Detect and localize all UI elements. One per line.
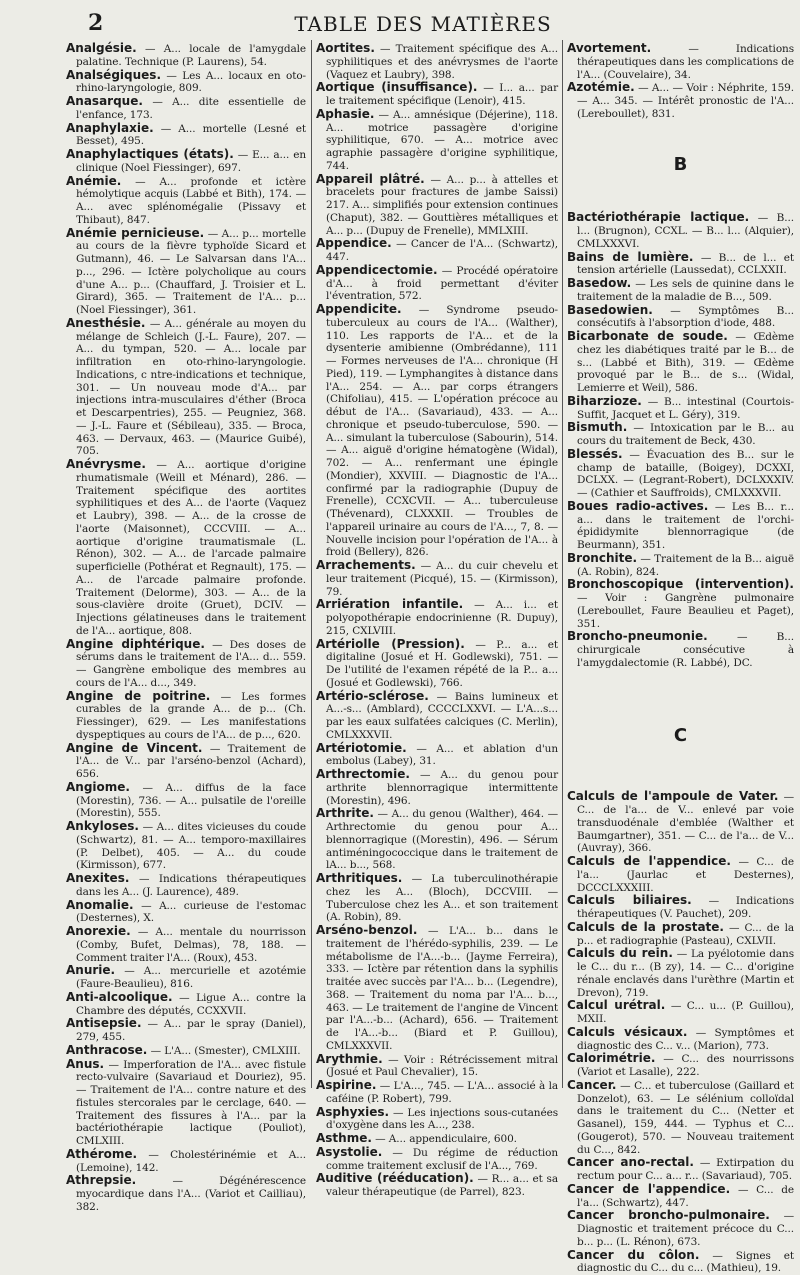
index-entry (316, 1106, 558, 1133)
index-entry (66, 1148, 306, 1175)
index-entry-text: — C... et tuberculose (Gaillard et Donzelot), 63. — Le sélénium colloïdal dans le traitement du C... (Netter et Gasanel), 159, 444. — Typhus et C... (Gougerot), 570. — Nouveau traitement du C..., 842. (577, 1080, 794, 1156)
index-entry (567, 578, 794, 630)
index-entry-text: — Du régime de réduction comme traitement exclusif de l'A..., 769. (326, 1147, 558, 1172)
index-entry (66, 1044, 306, 1058)
index-entry (567, 1079, 794, 1157)
index-entry-text: — A... p... mortelle au cours de la fièvre typhoïde Sicard et Gutmann), 46. — Le Salvarsan dans l'A... p..., 296. — Ictère polycholique au cours d'une A... p... (Chauffard, J. Troisier et L. Girard), 365. — Traitement de l'A... p... (Noel Fiessinger), 361. (76, 228, 306, 317)
index-entry-text: — B... l... (Brugnon), CCXL. — B... l... (Alquier), CMLXXXVI. (577, 212, 794, 250)
column-divider (311, 40, 312, 1088)
index-entry (66, 175, 306, 227)
index-entry-text: — Indications thérapeutiques dans les A... (J. Laurence), 489. (76, 873, 306, 898)
index-entry-heading: Analségiques. (66, 68, 161, 82)
index-entry (567, 999, 794, 1026)
index-entry-text: — A... générale au moyen du mélange de Schleich (J.-L. Faure), 207. — A... du tympan, 520. — A... locale par infiltration en oto-rhino-laryngologie. Indications, c ntre-indications et technique, 301. — Un nouveau mode d'A... par injections intra-musculaires d'éther (Broca et Descarpentries), 255. — Peugniez, 368. — J.-L. Faure et (Sébileau), 335. — Broca, 463. — Dervaux, 463. — (Maurice Guibé), 705. (76, 318, 306, 458)
index-entry-heading: Cancer ano-rectal. (567, 1155, 694, 1169)
index-entry-heading: Boues radio-actives. (567, 499, 708, 513)
index-entry (316, 264, 558, 303)
index-entry-text: — A... mentale du nourrisson (Comby, Bufet, Delmas), 78, 188. — Comment traiter l'A... (Roux), 453. (76, 926, 306, 964)
index-entry-text: — A... du cuir chevelu et leur traitement (Picqué), 15. — (Kirmisson), 79. (326, 560, 558, 598)
index-entry (66, 964, 306, 991)
index-entry-heading: Anémie pernicieuse. (66, 226, 204, 240)
index-entry-text: — C... de l'a... (Jaurlac et Desternes), DCCCLXXXIII. (577, 856, 794, 894)
page-number: 2 (88, 10, 103, 36)
index-entry-text: — L'A... (Smester), CMLXIII. (147, 1045, 300, 1057)
index-entry (316, 237, 558, 264)
index-entry (567, 330, 794, 395)
index-entry (567, 855, 794, 894)
index-entry-heading: Appendicite. (316, 302, 402, 316)
index-entry (316, 924, 558, 1053)
index-entry (66, 122, 306, 149)
index-entry (316, 303, 558, 559)
index-entry-text: — Les injections sous-cutanées d'oxygène dans les A..., 238. (326, 1107, 558, 1132)
index-entry-text: — A... locale de l'amygdale palatine. Technique (P. Laurens), 54. (76, 43, 306, 68)
index-entry (66, 95, 306, 122)
index-entry (66, 42, 306, 69)
index-entry-text: — C... de la p... et radiographie (Pasteau), CXLVII. (577, 922, 794, 947)
index-entry (66, 638, 306, 690)
index-entry-heading: Calorimétrie. (567, 1051, 655, 1065)
index-entry (567, 790, 794, 855)
index-entry-heading: Arriération infantile. (316, 597, 463, 611)
index-entry (316, 807, 558, 872)
index-entry-heading: Angiome. (66, 780, 130, 794)
index-entry-text: — A... p... à attelles et bracelets pour fractures de jambe Saissi) 217. A... simplifiés pour extension continues (Chaput), 382. — Gouttières métalliques et A... p... (Dupuy de Frenelle), MMLXIII. (326, 174, 558, 237)
index-entry-heading: Basedowien. (567, 303, 653, 317)
index-entry-heading: Athrepsie. (66, 1173, 136, 1187)
index-entry-heading: Bismuth. (567, 420, 627, 434)
index-entry (316, 42, 558, 81)
index-entry-heading: Calculs de l'ampoule de Vater. (567, 789, 778, 803)
index-section-a-continued (567, 42, 794, 121)
index-entry (567, 947, 794, 999)
index-entry-heading: Anurie. (66, 963, 115, 977)
index-entry-text: — Cancer de l'A... (Schwartz), 447. (326, 238, 558, 263)
index-entry-text: — A... dite essentielle de l'enfance, 173. (76, 96, 306, 121)
index-entry (316, 872, 558, 924)
index-entry (567, 304, 794, 331)
index-entry-text: — L'A... b... dans le traitement de l'hérédo-syphilis, 239. — Le métabolisme de l'A...-b... (Jayme Ferreira), 333. — Ictère par rétention dans la syphilis traitée avec succès par l'A... b... (Legendre), 368. — Traitement du noma par l'A... b..., 463. — Le traitement de l'angine de Vincent par l'A...-b... (Achard), 656. — Traitement de l'A...-b... (Biard et P. Guillou), CMLXXXVII. (326, 925, 558, 1052)
page-title: TABLE DES MATIÈRES (60, 12, 786, 36)
index-entry-text: — A... diffus de la face (Morestin), 736. — A... pulsatile de l'oreille (Morestin), 555. (76, 782, 306, 820)
index-entry-text: — A... du genou (Walther), 464. — Arthrectomie du genou pour A... blennorragique ((Morestin), 496. — Sérum antiméningococcique dans le traitement de lA... b..., 568. (326, 808, 558, 871)
index-entry (316, 690, 558, 742)
index-entry (66, 690, 306, 742)
index-entry-heading: Calculs de l'appendice. (567, 854, 731, 868)
section-letter-b: B (567, 159, 794, 172)
index-entry-text: — E... a... en clinique (Noel Fiessinger), 697. (76, 149, 306, 174)
index-column-middle (316, 42, 558, 1082)
index-entry-text: — A... amnésique (Déjerine), 118. A... motrice passagère d'origine syphilitique, 670. — A... motrice avec agraphie passagère d'origine syphilitique, 744. (326, 109, 558, 172)
index-entry (66, 899, 306, 926)
index-entry-text: — P... a... et digitaline (Josué et H. Godlewski), 751. — De l'utilité de l'examen répété de la P... a... (Josué et Godlewski), 766. (326, 639, 558, 689)
index-entry (66, 1017, 306, 1044)
index-entry-heading: Aortites. (316, 41, 375, 55)
index-entry-heading: Anaphylaxie. (66, 121, 154, 135)
index-entry (316, 1079, 558, 1106)
index-entry-heading: Biharzioze. (567, 394, 642, 408)
index-entry (66, 925, 306, 964)
index-entry (66, 69, 306, 96)
index-entry (316, 1146, 558, 1173)
index-entry-text: — Intoxication par le B... au cours du traitement de Beck, 430. (577, 422, 794, 447)
index-entry-text: — Voir : Rétrécissement mitral (Josué et Paul Chevalier), 15. (326, 1054, 558, 1079)
index-entry (567, 894, 794, 921)
index-entry-text: — B... de l... et tension artérielle (Laussedat), CCLXXII. (577, 252, 794, 277)
index-entry-text: — Diagnostic et traitement précoce du C... b... p... (L. Rénon), 673. (577, 1210, 794, 1248)
index-entry-text: — Les A... locaux en oto-rhino-laryngologie, 809. (76, 70, 306, 95)
index-entry-text: — C... u... (P. Guillou), MXII. (577, 1000, 794, 1025)
index-entry-text: — Les formes curables de la grande A... de p... (Ch. Fiessinger), 629. — Les manifestations dyspeptiques au cours de l'A... de p..., 620. (76, 691, 306, 741)
index-entry (567, 211, 794, 250)
index-entry (567, 395, 794, 422)
index-entry-heading: Anesthésie. (66, 316, 145, 330)
index-entry (567, 1209, 794, 1248)
index-entry (66, 872, 306, 899)
column-divider (562, 40, 563, 1088)
index-entry (567, 251, 794, 278)
index-entry (66, 227, 306, 317)
index-entry-heading: Bronchite. (567, 551, 637, 565)
index-entry-heading: Angine diphtérique. (66, 637, 205, 651)
index-entry (567, 1026, 794, 1053)
index-entry-heading: Ankyloses. (66, 819, 139, 833)
index-entry-text: — A... profonde et ictère hémolytique acquis (Labbé et Bith), 174. — A... avec splénomégalie (Pissavy et Thibaut), 847. (76, 176, 306, 226)
index-entry-heading: Analgésie. (66, 41, 137, 55)
index-entry-text: — Voir : Gangrène pulmonaire (Lereboullet, Faure Beaulieu et Paget), 351. (577, 592, 794, 630)
index-entry-heading: Anomalie. (66, 898, 134, 912)
index-entry-heading: Avortement. (567, 41, 651, 55)
index-entry (316, 768, 558, 807)
index-entry-heading: Aspirine. (316, 1078, 376, 1092)
index-entry (567, 42, 794, 81)
index-entry-heading: Asphyxies. (316, 1105, 389, 1119)
index-entry-heading: Arséno-benzol. (316, 923, 417, 937)
index-entry-text: — A... mercurielle et azotémie (Faure-Beaulieu), 816. (76, 965, 306, 990)
index-entry-text: — Ligue A... contre la Chambre des députés, CCXXVII. (76, 992, 306, 1017)
index-entry (567, 921, 794, 948)
index-entry-heading: Asthme. (316, 1131, 372, 1145)
index-entry-heading: Bactériothérapie lactique. (567, 210, 749, 224)
index-entry-heading: Basedow. (567, 276, 631, 290)
index-entry-heading: Artério-sclérose. (316, 689, 429, 703)
index-entry-text: — A... curieuse de l'estomac (Desternes), X. (76, 900, 306, 925)
index-entry (66, 148, 306, 175)
index-entry (567, 1249, 794, 1275)
index-entry-text: — Syndrome pseudo-tuberculeux au cours de l'A... (Walther), 110. Les rapports de l'A... et de la dysenterie amibienne (Ombrédanne), 111 — Formes nerveuses de l'A... chronique (H Pied), 119. — Lymphangites à distance dans l'A... 254. — A... par corps étrangers (Chifoliau), 415. — L'opération précoce au début de l'A... (Savariaud), 433. — A... chronique et pseudo-tuberculose, 590. — A... simulant la tuberculose (Sabourin), 514. — A... aiguë d'origine hématogène (Widal), 702. — A... renfermant une épingle (Mondier), XXVIII. — Diagnostic de l'A... confirmé par la radiographie (Dupuy de Frenelle), CCXCVII. — A... tuberculeuse (Thévenard), CLXXXII. — Troubles de l'appareil urinaire au cours de l'A..., 7, 8. — Nouvelle incision pour l'opération de l'A... à froid (Bellery), 826. (326, 304, 558, 558)
index-entry (66, 742, 306, 781)
index-entry-text: — C... des nourrissons (Variot et Lasalle), 222. (577, 1053, 794, 1078)
index-entry-text: — Imperforation de l'A... avec fistule recto-vulvaire (Savariaud et Douriez), 95. — Traitement de l'A... contre nature et des fistules stercorales par le cerclage, 640. — Traitement des fissures à l'A... par la bactériothérapie lactique (Pouliot), CMLXIII. (76, 1059, 306, 1148)
index-entry-text: — A... et ablation d'un embolus (Labey), 31. (326, 743, 558, 768)
index-entry-heading: Anévrysme. (66, 457, 146, 471)
page-header (60, 8, 786, 38)
index-entry-text: — Les sels de quinine dans le traitement de la maladie de B..., 509. (577, 278, 794, 303)
index-entry-heading: Arthrectomie. (316, 767, 410, 781)
index-entry-text: — Des doses de sérums dans le traitement de l'A... d... 559. — Gangrène embolique des membres au cours de l'A... d..., 349. (76, 639, 306, 689)
index-entry (316, 1172, 558, 1199)
index-column-right (567, 42, 794, 1082)
index-entry (567, 421, 794, 448)
index-entry-heading: Anaphylactiques (états). (66, 147, 234, 161)
index-entry (66, 317, 306, 458)
index-entry-heading: Calculs du rein. (567, 946, 673, 960)
index-section-b (567, 211, 794, 669)
index-entry (316, 638, 558, 690)
index-entry-text: — A... dites vicieuses du coude (Schwartz), 81. — A... temporo-maxillaires (P. Delbet), 405. — A... du coude (Kirmisson), 677. (76, 821, 306, 871)
index-entry-text: — A... — Voir : Néphrite, 159. — A... 345. — Intérêt pronostic de l'A... (Lereboullet), 831. (577, 82, 794, 120)
index-entry-heading: Cancer. (567, 1078, 616, 1092)
index-entry-heading: Arthrite. (316, 806, 374, 820)
index-entry-heading: Anti-alcoolique. (66, 990, 173, 1004)
index-entry-heading: Calculs biliaires. (567, 893, 692, 907)
index-entry-text: — Évacuation des B... sur le champ de bataille, (Boigey), DCXXI, DCLXX. — (Legrant-Robert), DCLXXXIV. — (Cathier et Sauffroids), CMLXXXVII. (577, 449, 794, 499)
index-entry-text: — Indications thérapeutiques (V. Pauchet), 209. (577, 895, 794, 920)
index-entry (66, 991, 306, 1018)
index-entry-heading: Broncho-pneumonie. (567, 629, 708, 643)
index-entry-heading: Anasarque. (66, 94, 143, 108)
index-entry (567, 448, 794, 500)
section-letter-c: C (567, 730, 794, 743)
index-entry-heading: Cancer de l'appendice. (567, 1182, 730, 1196)
index-entry-heading: Cancer broncho-pulmonaire. (567, 1208, 770, 1222)
index-entry (66, 1174, 306, 1213)
index-entry-text: — A... du genou pour arthrite blennorragique intermittente (Morestin), 496. (326, 769, 558, 807)
index-entry-heading: Appendice. (316, 236, 392, 250)
index-entry-text: — Bains lumineux et A...-s... (Amblard), CCCCLXXVI. — L'A...s... par les eaux sulfatées calciques (C. Merlin), CMLXXXVII. (326, 691, 558, 741)
index-entry-heading: Blessés. (567, 447, 623, 461)
index-entry-text: — A... i... et polyopothérapie endocrinienne (R. Dupuy), 215, CXLVIII. (326, 599, 558, 637)
index-section-c (567, 790, 794, 1275)
index-entry-heading: Arrachements. (316, 558, 416, 572)
index-entry-heading: Artériotomie. (316, 741, 407, 755)
index-entry (316, 559, 558, 598)
index-entry (66, 820, 306, 872)
index-entry (66, 458, 306, 638)
index-entry-text: — Œdème chez les diabétiques traité par le B... de s... (Labbé et Bith), 319. — Œdème provoqué par le B... de s... (Widal, Lemierre et Weil), 586. (577, 331, 794, 394)
index-entry-text: — Indications thérapeutiques dans les complications de l'A... (Couvelaire), 34. (577, 43, 794, 81)
index-entry-text: — Signes et diagnostic du C... du c... (Mathieu), 19. (577, 1250, 794, 1275)
index-entry (316, 598, 558, 637)
index-entry (567, 1183, 794, 1210)
index-entry-text: — A... mortelle (Lesné et Besset), 495. (76, 123, 306, 148)
index-entry (316, 173, 558, 238)
index-entry (567, 277, 794, 304)
index-entry-heading: Angine de poitrine. (66, 689, 210, 703)
index-entry-heading: Appareil plâtré. (316, 172, 425, 186)
index-entry (66, 781, 306, 820)
index-entry-heading: Aortique (insuffisance). (316, 80, 478, 94)
index-entry-heading: Angine de Vincent. (66, 741, 202, 755)
index-entry-heading: Aphasie. (316, 107, 374, 121)
index-entry-text: — Extirpation du rectum pour C... a... r... (Savariaud), 705. (577, 1157, 794, 1182)
index-entry-heading: Bicarbonate de soude. (567, 329, 728, 343)
index-entry-text: — B... intestinal (Courtois-Suffit, Jacquet et L. Géry), 319. (577, 396, 794, 421)
index-entry (316, 81, 558, 108)
index-entry (316, 108, 558, 173)
index-entry (66, 1058, 306, 1148)
index-entry (567, 1052, 794, 1079)
index-entry-heading: Anthracose. (66, 1043, 147, 1057)
index-entry-text: — Traitement spécifique des A... syphilitiques et des anévrysmes de l'aorte (Vaquez et Laubry), 398. (326, 43, 558, 81)
index-entry-heading: Anorexie. (66, 924, 131, 938)
index-entry-heading: Asystolie. (316, 1145, 382, 1159)
index-entry-text: — C... de l'a... (Schwartz), 447. (577, 1184, 794, 1209)
index-entry-heading: Bronchoscopique (intervention). (567, 577, 794, 591)
index-entry-heading: Cancer du côlon. (567, 1248, 699, 1262)
index-entry (567, 1156, 794, 1183)
index-entry-text: — La tuberculinothérapie chez les A... (Bloch), DCCVIII. — Tuberculose chez les A... et son traitement (A. Robin), 89. (326, 873, 558, 923)
index-entry-heading: Anémie. (66, 174, 121, 188)
index-entry-heading: Antisepsie. (66, 1016, 142, 1030)
index-entry-text: — Dégénérescence myocardique dans l'A... (Variot et Cailliau), 382. (76, 1175, 306, 1213)
index-entry-heading: Calculs de la prostate. (567, 920, 724, 934)
index-entry (567, 630, 794, 669)
index-entry-heading: Appendicectomie. (316, 263, 438, 277)
index-entry-heading: Bains de lumière. (567, 250, 693, 264)
index-entry-text: — Les B... r... a... dans le traitement de l'orchi-épididymite blennorragique (de Beurmann), 351. (577, 501, 794, 551)
index-entry-heading: Anus. (66, 1057, 104, 1071)
index-entry-text: — A... par le spray (Daniel), 279, 455. (76, 1018, 306, 1043)
index-entry-text: — C... de l'a... de V... enlevé par voie transduodénale d'emblée (Walther et Baumgartner), 351. — C... de l'a... de V... (Auvray), 366. (577, 791, 794, 854)
index-entry (316, 1053, 558, 1080)
index-entry-text: — Symptômes et diagnostic des C... v... (Marion), 773. (577, 1027, 794, 1052)
index-entry-text: — A... appendiculaire, 600. (372, 1133, 517, 1145)
index-entry-text: — La pyélotomie dans le C... du r... (B zy), 14. — C... d'origine rénale enclavés dans l'urèthre (Martin et Drevon), 719. (577, 948, 794, 998)
index-entry-text: — I... a... par le traitement spécifique (Lenoir), 415. (326, 82, 558, 107)
index-entry-text: — R... a... et sa valeur thérapeutique (de Parrel), 823. (326, 1173, 558, 1198)
index-entry-text: — Traitement de la B... aiguë (A. Robin), 824. (577, 553, 794, 578)
index-entry-heading: Arthritiques. (316, 871, 402, 885)
index-entry-heading: Artériolle (Pression). (316, 637, 465, 651)
index-entry-heading: Calcul urétral. (567, 998, 665, 1012)
index-entry-text: — Cholestérinémie et A... (Lemoine), 142. (76, 1149, 306, 1174)
index-entry (567, 500, 794, 552)
index-entry-heading: Anexites. (66, 871, 129, 885)
index-entry (567, 81, 794, 120)
index-entry-heading: Athérome. (66, 1147, 137, 1161)
index-entry-text: — Symptômes B... consécutifs à l'absorption d'iode, 488. (577, 305, 794, 330)
index-entry (567, 552, 794, 579)
index-entry-text: — B... chirurgicale consécutive à l'amygdalectomie (R. Labbé), DC. (577, 631, 794, 669)
index-entry (316, 742, 558, 769)
index-entry-text: — Traitement de l'A... de V... par l'arséno-benzol (Achard), 656. (76, 743, 306, 781)
index-entry-text: — Procédé opératoire d'A... à froid permettant d'éviter l'éventration, 572. (326, 265, 558, 303)
index-entry-heading: Auditive (rééducation). (316, 1171, 474, 1185)
index-column-left (66, 42, 306, 1082)
index-entry-text: — A... aortique d'origine rhumatismale (Weill et Ménard), 286. — Traitement spécifique des aortites syphilitiques et des A... de l'aorte (Vaquez et Laubry), 398. — A... de la crosse de l'aorte (Maisonnet), CCCVIII. — A... aortique d'origine traumatismale (L. Rénon), 302. — A... de l'arcade palmaire superficielle (Pothérat et Regnault), 175. — A... de l'arcade palmaire profonde. Traitement (Delorme), 303. — A... de la sous-clavière droite (Gruet), DCIV. — Injections gélatineuses dans le traitement de l'A... aortique, 808. (76, 459, 306, 637)
index-entry (316, 1132, 558, 1146)
index-entry-text: — L'A..., 745. — L'A... associé à la caféine (P. Robert), 799. (326, 1080, 558, 1105)
index-entry-heading: Calculs vésicaux. (567, 1025, 687, 1039)
index-entry-heading: Azotémie. (567, 80, 635, 94)
index-entry-heading: Arythmie. (316, 1052, 383, 1066)
